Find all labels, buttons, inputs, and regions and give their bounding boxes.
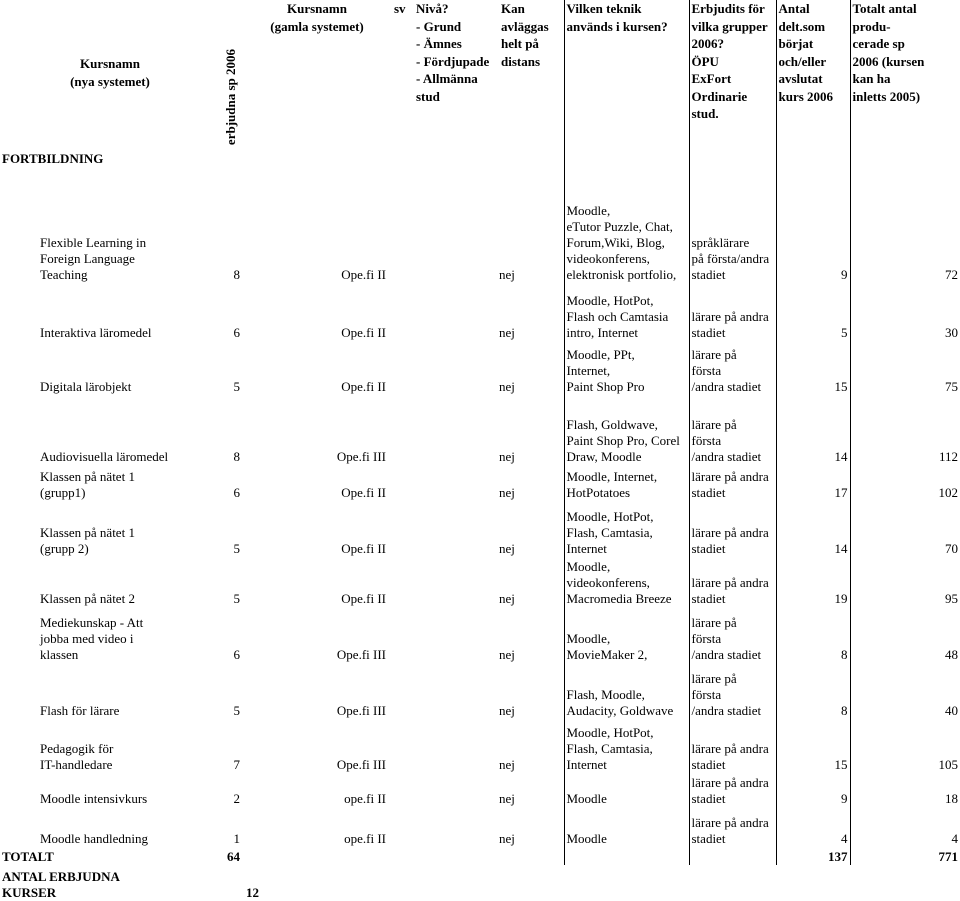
text-line: Flash och Camtasia [566,309,669,324]
technology [564,341,689,395]
technology [564,773,689,807]
empty-cell [414,501,499,557]
course-count-row [0,865,960,901]
text-line: Pedagogik för [40,741,114,756]
distance-flag: nej [499,485,515,500]
header-distans [499,0,564,145]
text-line: - Fördjupade [416,53,490,69]
course-name [0,187,220,283]
text-line: eTutor Puzzle, Chat, [566,219,673,234]
technology [564,719,689,773]
text-line: Internet, [566,363,611,378]
text-line: Digitala lärobjekt [40,379,132,394]
table-row [0,719,960,773]
target-groups [689,395,776,465]
old-course-name: Ope.fi III [336,449,386,464]
header-sv: sv [394,1,406,16]
text-line: Moodle, Internet, [566,469,658,484]
table-row [0,557,960,607]
old-course-name: Ope.fi III [336,703,386,718]
text-line: klassen [40,647,79,662]
text-line: första [691,687,722,702]
text-line: lärare på andra [691,775,769,790]
header-kursnamn-nya [0,0,220,145]
produced-credits: 18 [850,773,960,807]
text-line: - Allmänna [416,71,478,86]
text-line: videokonferens, [566,575,650,590]
text-line: Forum,Wiki, Blog, [566,235,665,250]
totals-row [0,847,960,865]
produced-credits: 102 [850,465,960,501]
text-line: Draw, Moodle [566,449,642,464]
distance-flag: nej [499,541,515,556]
course-count-value: 12 [246,885,259,900]
technology [564,283,689,341]
empty-cell [850,865,960,901]
text-line: (nya systemet) [70,73,150,89]
header-teknik [564,0,689,145]
header-row [0,0,960,145]
empty-cell [414,187,499,283]
course-name [0,773,220,807]
course-name [0,465,220,501]
text-line: Klassen på nätet 2 [40,591,135,606]
empty-cell [414,465,499,501]
empty-cell [414,607,499,663]
empty-cell [392,807,414,847]
text-line: stadiet [691,485,726,500]
text-line: Paint Shop Pro, Corel [566,433,680,448]
totals-label: TOTALT [2,849,54,864]
table-row [0,773,960,807]
credits: 1 [233,831,240,846]
text-line: lärare på [691,347,737,362]
section-label: FORTBILDNING [2,151,104,166]
distance-flag: nej [499,325,515,340]
text-line: (gamla systemet) [270,18,364,34]
distance-flag: nej [499,703,515,718]
participants: 4 [776,807,850,847]
credits: 2 [233,791,240,806]
distance-flag: nej [499,379,515,394]
text-line: HotPotatoes [566,485,631,500]
text-line: Antal [778,1,810,16]
old-course-name: Ope.fi II [341,541,386,556]
target-groups [689,187,776,283]
text-line: Moodle, [566,631,611,646]
empty-cell [392,187,414,283]
course-name [0,557,220,607]
table-row [0,341,960,395]
empty-cell [392,465,414,501]
text-line: delt.som [778,18,826,34]
text-line: Flash, Moodle, [566,687,645,702]
table-row [0,187,960,283]
empty-cell [392,341,414,395]
header-totalt-sp [850,0,960,145]
target-groups [689,283,776,341]
course-name [0,663,220,719]
distance-flag: nej [499,449,515,464]
produced-credits: 30 [850,283,960,341]
text-line: Flash, Camtasia, [566,525,653,540]
distance-flag: nej [499,591,515,606]
text-line: /andra stadiet [691,379,762,394]
empty-cell [392,607,414,663]
text-line: kurs 2006 [778,88,834,104]
distance-flag: nej [499,647,515,662]
text-line: Kursnamn [287,1,347,16]
text-line: Moodle handledning [40,831,148,846]
text-line: Audiovisuella läromedel [40,449,169,464]
produced-credits: 72 [850,187,960,283]
text-line: stadiet [691,591,726,606]
target-groups [689,607,776,663]
credits: 5 [233,591,240,606]
target-groups [689,663,776,719]
target-groups [689,807,776,847]
totals-credits: 64 [227,849,240,864]
table-row [0,663,960,719]
empty-cell [242,847,392,865]
text-line: Moodle, [566,203,611,218]
text-line: lärare på [691,417,737,432]
text-line: /andra stadiet [691,703,762,718]
text-line: Vilken teknik [566,1,642,16]
old-course-name: Ope.fi III [336,757,386,772]
old-course-name: ope.fi II [344,831,386,846]
text-line: ExFort [691,71,732,86]
text-line: distans [501,53,541,69]
text-line: avläggas [501,18,549,34]
technology [564,663,689,719]
text-line: Moodle [566,791,607,806]
text-line: cerade sp [852,36,905,51]
participants: 8 [776,607,850,663]
empty-cell [392,283,414,341]
text-line: lärare på andra [691,815,769,830]
produced-credits: 95 [850,557,960,607]
text-line: Paint Shop Pro [566,379,645,394]
text-line: videokonferens, [566,251,650,266]
text-line: stadiet [691,541,726,556]
credits: 5 [233,541,240,556]
header-grupper [689,0,776,145]
text-line: språklärare [691,235,750,250]
text-line: lärare på [691,615,737,630]
text-line: lärare på [691,671,737,686]
empty-cell [414,773,499,807]
technology [564,465,689,501]
text-line: Flexible Learning in [40,235,147,250]
text-line: Flash, Camtasia, [566,741,653,756]
text-line: första [691,363,722,378]
technology [564,395,689,465]
produced-credits: 4 [850,807,960,847]
credits: 6 [233,485,240,500]
empty-cell [564,865,689,901]
empty-cell [499,865,564,901]
participants: 15 [776,341,850,395]
participants: 8 [776,663,850,719]
text-line: Internet [566,541,607,556]
participants: 14 [776,501,850,557]
text-line: Klassen på nätet 1 [40,469,135,484]
text-line: - Ämnes [416,36,462,51]
text-line: används i kursen? [566,18,668,34]
text-line: Moodle, [566,559,611,574]
header-niva [414,0,499,145]
table-row [0,395,960,465]
course-name [0,341,220,395]
text-line: intro, Internet [566,325,638,340]
participants: 15 [776,719,850,773]
text-line: på första/andra [691,251,770,266]
course-name [0,283,220,341]
text-line: lärare på andra [691,741,769,756]
text-line: första [691,433,722,448]
empty-cell [414,807,499,847]
old-course-name: Ope.fi II [341,379,386,394]
header-kursnamn-gamla [242,0,392,145]
text-line: Nivå? [416,1,449,16]
empty-cell [414,663,499,719]
technology [564,501,689,557]
text-line: avslutat [778,71,823,86]
text-line: Interaktiva läromedel [40,325,152,340]
table-row [0,607,960,663]
empty-cell [414,847,499,865]
course-name [0,807,220,847]
text-line: Flash för lärare [40,703,120,718]
empty-cell [392,395,414,465]
technology [564,807,689,847]
produced-credits: 75 [850,341,960,395]
old-course-name: Ope.fi II [341,591,386,606]
target-groups [689,773,776,807]
course-count-label [0,865,220,901]
text-line: - Grund [416,18,462,34]
text-line: Teaching [40,267,88,282]
empty-cell [414,283,499,341]
credits: 8 [233,267,240,282]
text-line: inletts 2005) [852,88,921,104]
text-line: Foreign Language [40,251,135,266]
participants: 9 [776,773,850,807]
produced-credits: 105 [850,719,960,773]
text-line: 2006 (kursen [852,53,925,69]
text-line: och/eller [778,53,827,69]
text-line: vilka grupper [691,18,768,34]
course-name [0,501,220,557]
text-line: stadiet [691,325,726,340]
empty-cell [392,865,414,901]
text-line: kan ha [852,71,891,86]
text-line: /andra stadiet [691,449,762,464]
old-course-name: Ope.fi III [336,647,386,662]
text-line: Internet [566,757,607,772]
produced-credits: 40 [850,663,960,719]
empty-cell [392,663,414,719]
text-line: /andra stadiet [691,647,762,662]
text-line: Moodle, HotPot, [566,509,654,524]
credits: 5 [233,379,240,394]
target-groups [689,557,776,607]
text-line: första [691,631,722,646]
distance-flag: nej [499,267,515,282]
text-line: lärare på andra [691,469,769,484]
empty-cell [499,847,564,865]
empty-cell [414,395,499,465]
old-course-name: Ope.fi II [341,325,386,340]
table-row [0,501,960,557]
old-course-name: Ope.fi II [341,485,386,500]
distance-flag: nej [499,831,515,846]
text-line: elektronisk portfolio, [566,267,677,282]
course-name [0,719,220,773]
text-line: stadiet [691,757,726,772]
empty-cell [564,847,689,865]
produced-credits: 48 [850,607,960,663]
text-line: börjat [778,36,814,51]
table-row [0,807,960,847]
produced-credits: 70 [850,501,960,557]
empty-cell [392,847,414,865]
empty-cell [414,719,499,773]
text-line: Moodle, HotPot, [566,293,654,308]
section-row [0,145,960,167]
text-line: IT-handledare [40,757,113,772]
text-line: stadiet [691,267,726,282]
text-line: KURSER [2,885,57,900]
technology [564,187,689,283]
empty-cell [414,865,499,901]
participants: 19 [776,557,850,607]
text-line: ANTAL ERBJUDNA [2,869,120,884]
text-line: stud [416,88,440,104]
course-name [0,607,220,663]
text-line: Erbjudits för [691,1,765,16]
empty-cell [392,557,414,607]
old-course-name: ope.fi II [344,791,386,806]
credits: 5 [233,703,240,718]
participants: 17 [776,465,850,501]
empty-cell [776,865,850,901]
distance-flag: nej [499,757,515,772]
target-groups [689,341,776,395]
text-line: stud. [691,106,719,121]
empty-cell [392,501,414,557]
empty-cell [689,865,776,901]
table-row [0,283,960,341]
table-row [0,465,960,501]
text-line: Kan [501,1,525,16]
participants: 9 [776,187,850,283]
target-groups [689,465,776,501]
participants: 5 [776,283,850,341]
text-line: Moodle [566,831,607,846]
text-line: lärare på andra [691,525,769,540]
technology [564,557,689,607]
credits: 6 [233,325,240,340]
empty-cell [414,341,499,395]
credits: 7 [233,757,240,772]
target-groups [689,719,776,773]
text-line: Mediekunskap - Att [40,615,144,630]
text-line: Totalt antal [852,1,917,16]
text-line: 2006? [691,36,724,51]
text-line: Ordinarie [691,88,748,104]
text-line: produ- [852,18,891,34]
empty-cell [392,719,414,773]
totals-participants: 137 [776,847,850,865]
text-line: Moodle intensivkurs [40,791,148,806]
totals-produced-credits: 771 [850,847,960,865]
text-line: (grupp 2) [40,541,89,556]
header-erbjudna-sp: erbjudna sp 2006 [223,48,238,145]
text-line: Moodle, PPt, [566,347,635,362]
text-line: Kursnamn [80,56,140,71]
text-line: (grupp1) [40,485,86,500]
text-line: stadiet [691,831,726,846]
text-line: Macromedia Breeze [566,591,672,606]
empty-cell [689,847,776,865]
old-course-name: Ope.fi II [341,267,386,282]
header-antal [776,0,850,145]
text-line: lärare på andra [691,309,769,324]
text-line: jobba med video i [40,631,134,646]
produced-credits: 112 [850,395,960,465]
distance-flag: nej [499,791,515,806]
empty-cell [392,773,414,807]
credits: 6 [233,647,240,662]
text-line: Klassen på nätet 1 [40,525,135,540]
empty-cell [414,557,499,607]
text-line: Moodle, HotPot, [566,725,654,740]
course-name [0,395,220,465]
text-line: helt på [501,36,539,51]
text-line: Flash, Goldwave, [566,417,658,432]
text-line: stadiet [691,791,726,806]
participants: 14 [776,395,850,465]
target-groups [689,501,776,557]
text-line: lärare på andra [691,575,769,590]
text-line: Audacity, Goldwave [566,703,674,718]
text-line: MovieMaker 2, [566,647,648,662]
technology [564,607,689,663]
text-line: ÖPU [691,53,719,69]
credits: 8 [233,449,240,464]
